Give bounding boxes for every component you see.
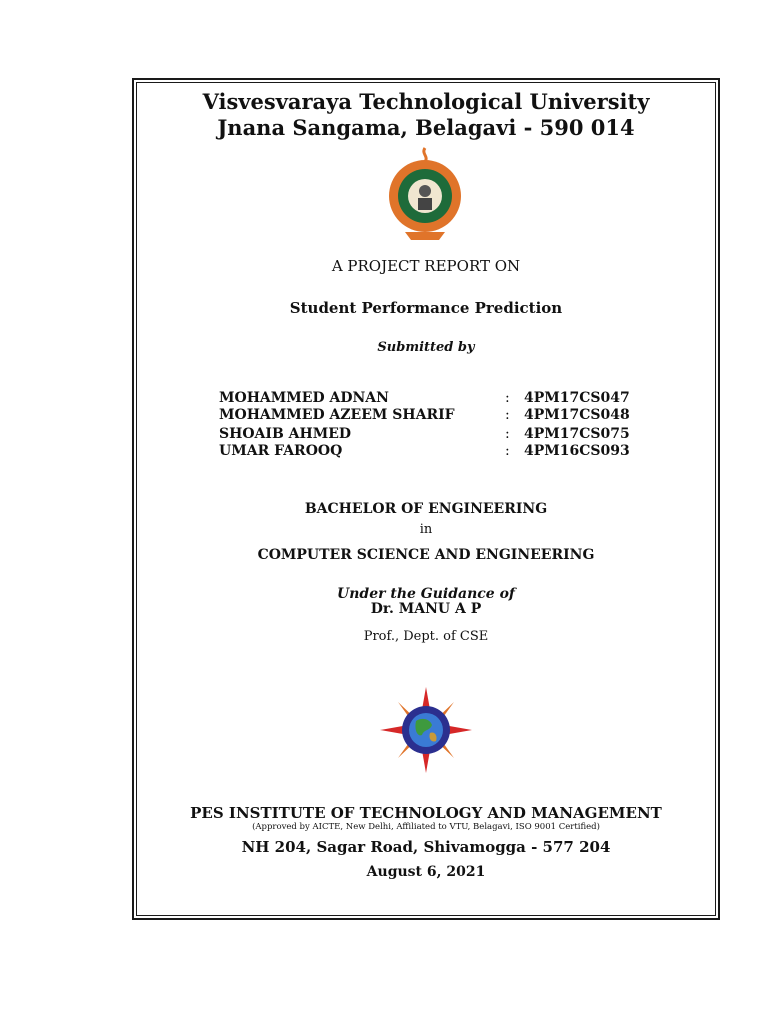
student-separator: : bbox=[505, 426, 510, 442]
student-name: MOHAMMED ADNAN bbox=[219, 390, 389, 406]
student-separator: : bbox=[505, 443, 510, 459]
student-usn: 4PM17CS047 bbox=[524, 390, 630, 406]
project-title: Student Performance Prediction bbox=[289, 299, 563, 317]
degree: BACHELOR OF ENGINEERING bbox=[304, 501, 548, 517]
student-row bbox=[219, 407, 639, 425]
student-name: UMAR FAROOQ bbox=[219, 443, 343, 459]
submitted-by-label: Submitted by bbox=[377, 340, 475, 355]
guide-name: Dr. MANU A P bbox=[370, 601, 482, 617]
institute-name: PES INSTITUTE OF TECHNOLOGY AND MANAGEMENT bbox=[190, 804, 662, 822]
student-name: SHOAIB AHMED bbox=[219, 426, 352, 442]
university-name: Visvesvaraya Technological University bbox=[202, 89, 650, 114]
pes-logo-icon bbox=[380, 687, 472, 773]
institute-address: NH 204, Sagar Road, Shivamogga - 577 204 bbox=[241, 838, 611, 856]
university-address: Jnana Sangama, Belagavi - 590 014 bbox=[217, 115, 635, 140]
student-row bbox=[219, 443, 639, 461]
student-separator: : bbox=[505, 407, 510, 423]
student-usn: 4PM17CS048 bbox=[524, 407, 630, 423]
report-intro: A PROJECT REPORT ON bbox=[331, 257, 521, 275]
student-separator: : bbox=[505, 390, 510, 406]
student-usn: 4PM17CS075 bbox=[524, 426, 630, 442]
institute-approval: (Approved by AICTE, New Delhi, Affiliated to VTU, Belagavi, ISO 9001 Certified) bbox=[252, 822, 600, 832]
guidance-label: Under the Guidance of bbox=[337, 586, 515, 602]
student-name: MOHAMMED AZEEM SHARIF bbox=[219, 407, 455, 423]
student-usn: 4PM16CS093 bbox=[524, 443, 630, 459]
vtu-logo-icon bbox=[383, 146, 467, 242]
student-row bbox=[219, 390, 639, 408]
branch: COMPUTER SCIENCE AND ENGINEERING bbox=[257, 547, 595, 563]
degree-connector: in bbox=[419, 522, 433, 537]
guide-designation: Prof., Dept. of CSE bbox=[363, 629, 489, 644]
report-date: August 6, 2021 bbox=[366, 864, 486, 880]
student-row bbox=[219, 426, 639, 444]
